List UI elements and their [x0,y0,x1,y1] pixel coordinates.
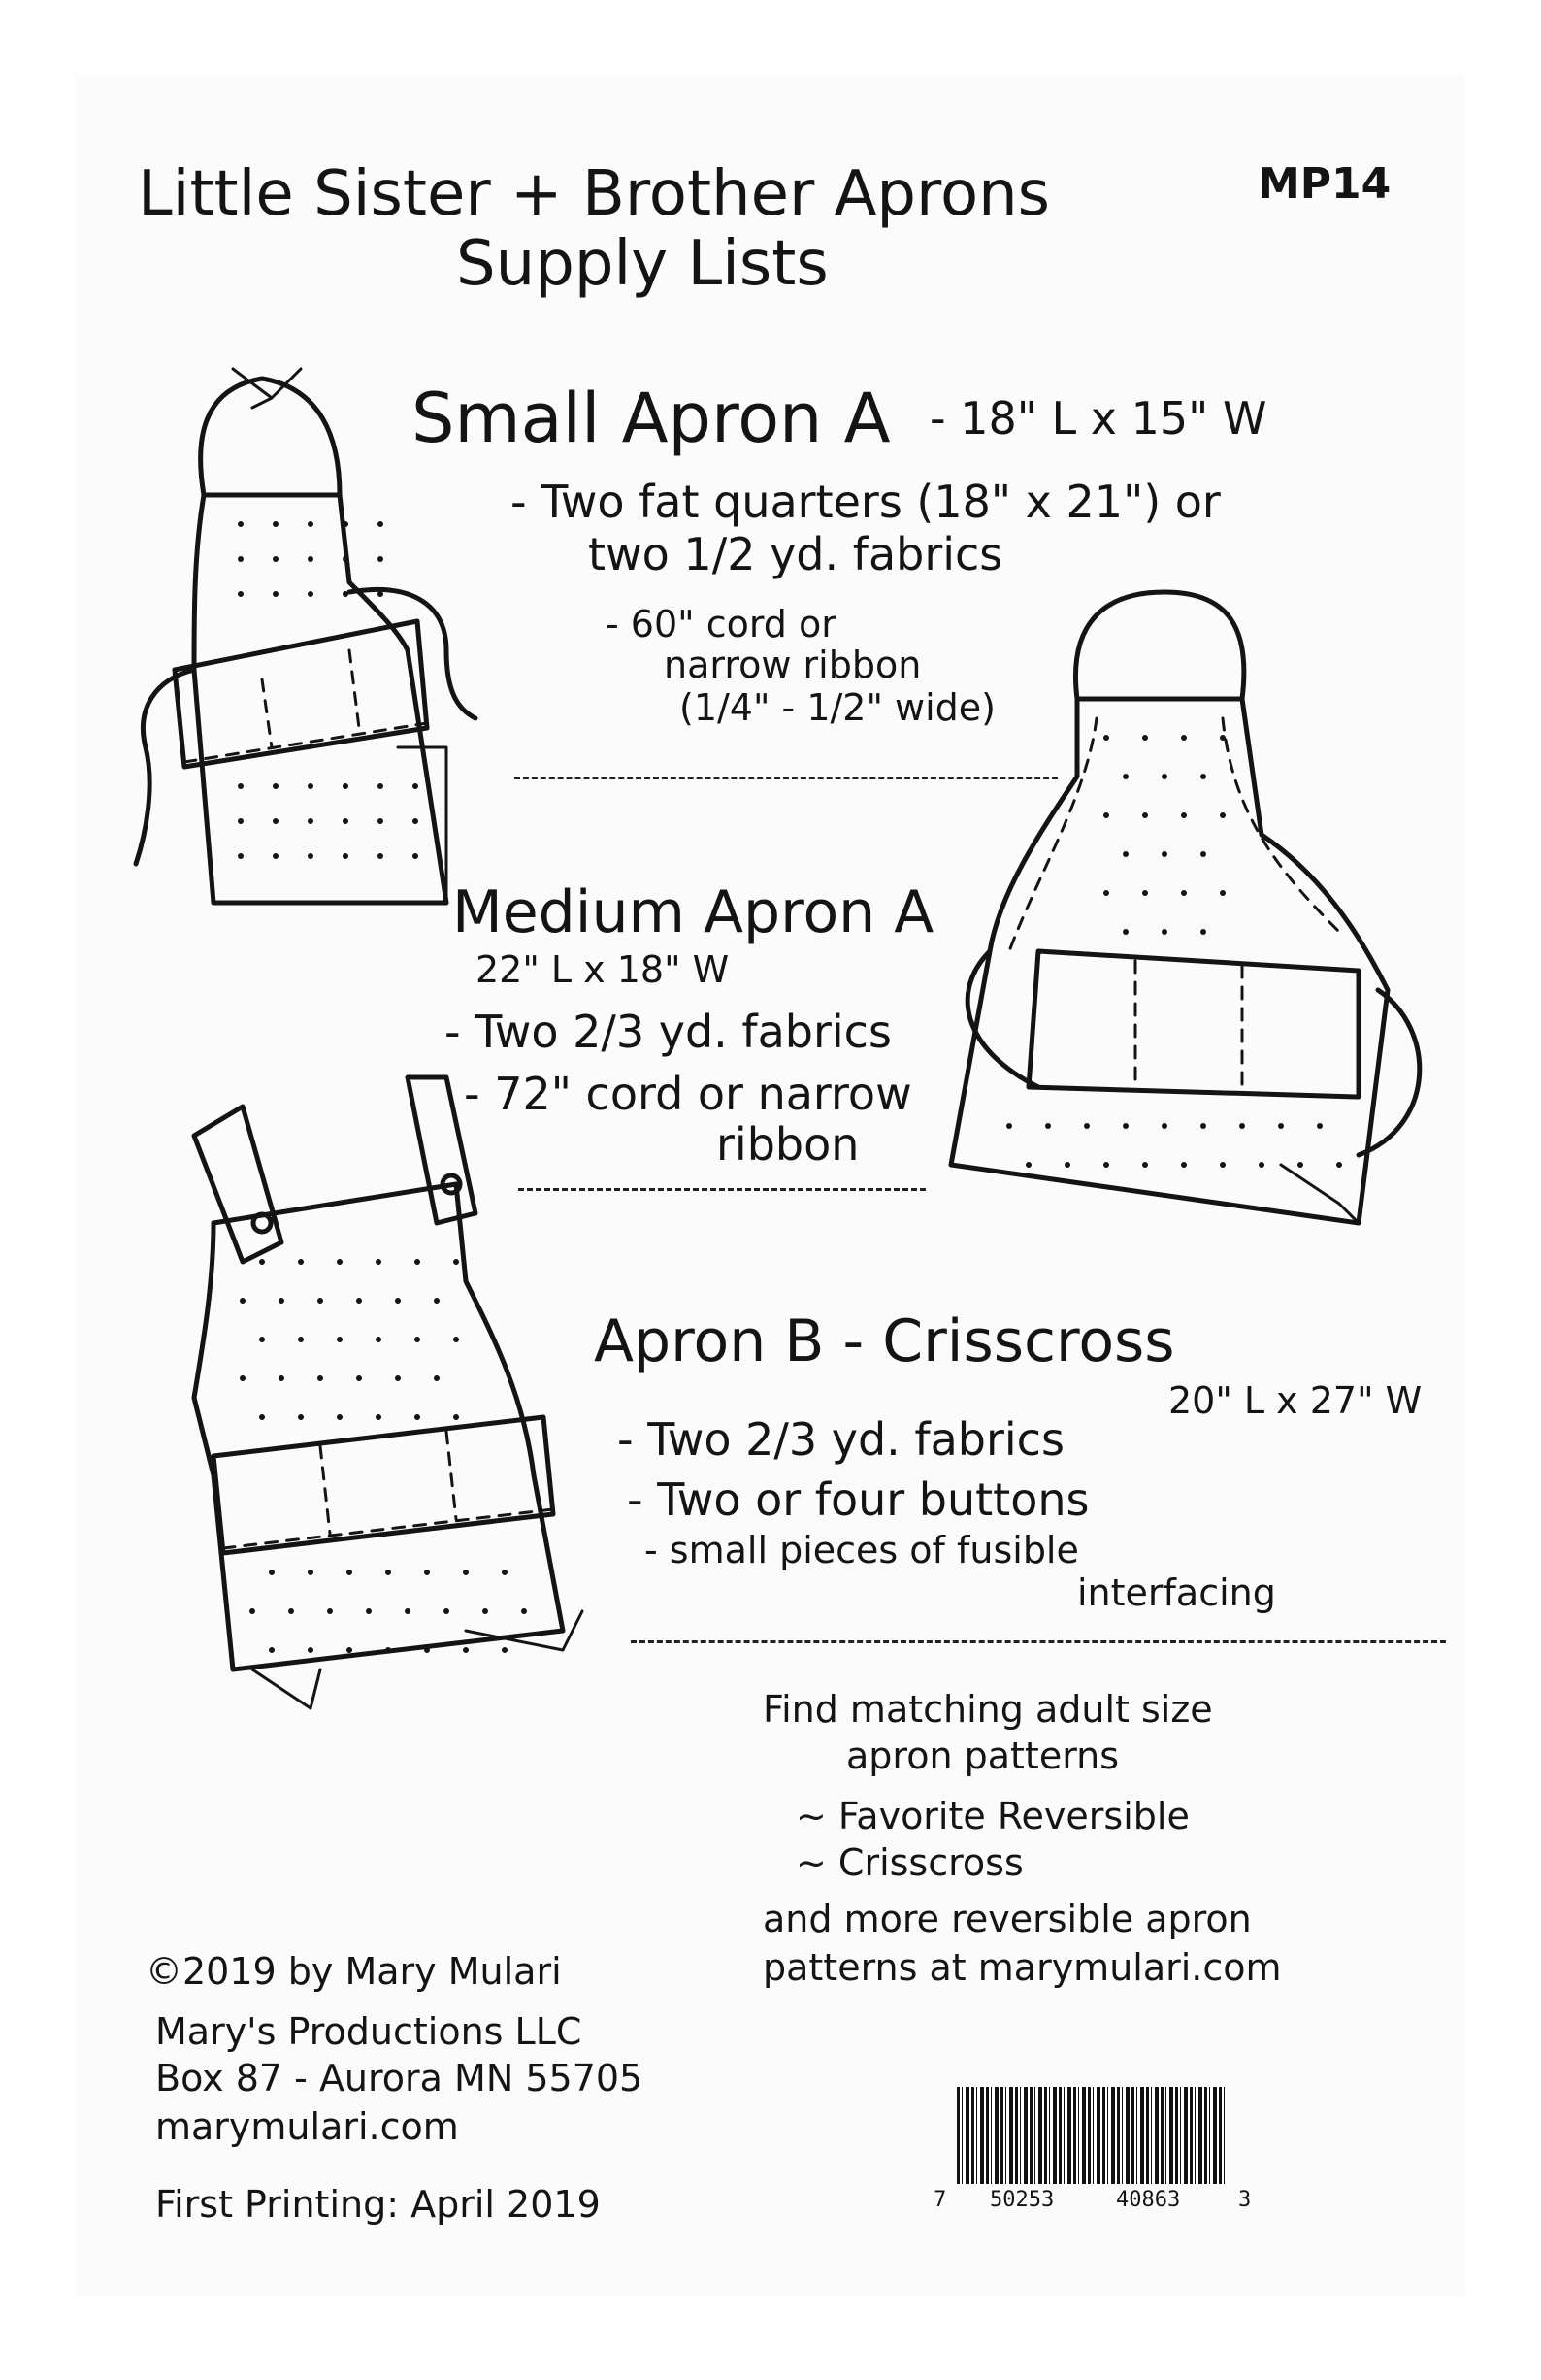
fabric-dot [269,1647,275,1653]
medium-apron-item-2: - 72" cord or narrow [464,1068,912,1120]
small-apron-illustration [136,359,582,903]
fabric-dot [249,1608,255,1614]
fabric-dot [377,853,383,859]
fabric-dot [1200,851,1206,857]
promo-item-2: ~ Crisscross [796,1841,1024,1884]
fabric-dot [298,1414,304,1420]
fabric-dot [337,1414,343,1420]
small-apron-item-5: (1/4" - 1/2" wide) [679,686,997,729]
first-printing: First Printing: April 2019 [155,2183,601,2226]
fabric-dot [343,783,348,789]
promo-line-4: patterns at marymulari.com [763,1946,1282,1989]
medium-apron-seam-left [1009,718,1097,951]
crisscross-pocket [213,1417,553,1553]
fabric-dot [308,556,313,562]
fabric-dot [298,1337,304,1342]
fabric-dot [1006,1123,1012,1129]
fabric-dot [1123,774,1129,779]
fabric-dot [434,1375,440,1381]
fabric-dot [1103,890,1109,896]
apron-b-item-2: - Two or four buttons [627,1473,1090,1526]
crisscross-pocket-stitch [223,1509,553,1548]
company-name: Mary's Productions LLC [155,2010,582,2053]
medium-apron-item-3: ribbon [716,1118,860,1171]
fabric-dot [1123,851,1129,857]
fabric-dot [443,1608,449,1614]
fabric-dot [343,853,348,859]
crisscross-pocket-dividers [320,1432,456,1534]
fabric-dot [1278,1123,1284,1129]
fabric-dot [308,783,313,789]
fabric-dot [1181,735,1187,741]
apron-b-heading: Apron B - Crisscross [594,1307,1175,1375]
fabric-dot [308,1570,313,1575]
title-line-1: Little Sister + Brother Aprons [138,158,1050,230]
fabric-dot [453,1414,459,1420]
fabric-dot [1181,1162,1187,1168]
fabric-dot [414,1337,420,1342]
fabric-dot [308,853,313,859]
fabric-dot [377,783,383,789]
fabric-dot [1103,812,1109,818]
fabric-dot [1200,774,1206,779]
medium-apron-neck-strap [1075,592,1243,699]
fabric-dot [502,1570,508,1575]
fabric-dot [1220,735,1226,741]
fabric-dot [412,818,418,824]
fabric-dot [395,1375,401,1381]
apron-b-size: 20" L x 27" W [1168,1379,1423,1422]
fabric-dot [1259,1162,1264,1168]
fabric-dot [482,1608,488,1614]
fabric-dot [259,1337,265,1342]
fabric-dot [259,1414,265,1420]
fabric-dot [238,818,244,824]
fabric-dot [1317,1123,1323,1129]
fabric-dot [1181,890,1187,896]
promo-line-3: and more reversible apron [763,1898,1252,1940]
fabric-dot [273,818,279,824]
fabric-dot [1162,929,1167,935]
small-apron-heading: Small Apron A [411,379,891,458]
fabric-dot [1065,1162,1070,1168]
apron-b-item-3: - small pieces of fusible [644,1529,1079,1571]
pattern-code: MP14 [1258,159,1392,209]
fabric-dot [376,1337,381,1342]
fabric-dot [337,1337,343,1342]
fabric-dot [308,1647,313,1653]
fabric-dot [453,1337,459,1342]
fabric-dot [343,818,348,824]
fabric-dot [317,1298,323,1304]
fabric-dot [1220,812,1226,818]
fabric-dot [240,1298,246,1304]
small-apron-item-4: narrow ribbon [664,644,922,686]
apron-b-item-1: - Two 2/3 yd. fabrics [617,1413,1065,1466]
small-apron-pocket-dividers [262,650,359,747]
fabric-dot [1336,1162,1342,1168]
fabric-dot [1220,1162,1226,1168]
promo-line-1: Find matching adult size [763,1688,1213,1731]
fabric-dot [238,853,244,859]
fabric-dot [288,1608,294,1614]
fabric-dot [1142,735,1148,741]
fabric-dot [521,1608,527,1614]
small-apron-item-1: - Two fat quarters (18" x 21") or [510,476,1221,528]
fabric-dot [385,1570,391,1575]
medium-apron-pocket [1029,951,1359,1097]
barcode-icon [934,2087,1252,2212]
barcode-group-1: 50253 [990,2188,1055,2212]
fabric-dot [327,1608,333,1614]
fabric-dot [346,1647,352,1653]
medium-apron-pocket-dividers [1135,961,1242,1092]
crisscross-apron-illustration [175,1068,640,1747]
fabric-dot [1162,1123,1167,1129]
medium-apron-illustration [932,582,1475,1242]
fabric-dot [1239,1123,1245,1129]
fabric-dot [377,521,383,527]
fabric-dot [273,591,279,597]
fabric-dot [1181,812,1187,818]
fabric-dot [412,853,418,859]
fabric-dot [405,1608,410,1614]
fabric-dot [273,783,279,789]
fabric-dot [273,521,279,527]
fabric-dot [317,1375,323,1381]
small-apron-item-3: - 60" cord or [606,603,836,645]
fabric-dot [1026,1162,1032,1168]
fabric-dot [273,556,279,562]
fabric-dot [1084,1123,1090,1129]
fabric-dot [1103,1162,1109,1168]
fabric-dot [346,1570,352,1575]
fabric-dot [1297,1162,1303,1168]
barcode-digit-last: 3 [1238,2188,1252,2212]
divider-3 [631,1640,1446,1643]
barcode-group-2: 40863 [1116,2188,1181,2212]
fabric-dot [269,1570,275,1575]
fabric-dot [434,1298,440,1304]
promo-item-1: ~ Favorite Reversible [796,1795,1190,1837]
fabric-dot [356,1298,362,1304]
fabric-dot [308,521,313,527]
fabric-dot [308,818,313,824]
crisscross-strap-right [408,1077,475,1223]
fabric-dot [1142,890,1148,896]
fabric-dot [356,1375,362,1381]
apron-b-item-4: interfacing [1077,1571,1276,1614]
fabric-dot [453,1259,459,1265]
fabric-dot [238,783,244,789]
fabric-dot [298,1259,304,1265]
fabric-dot [412,783,418,789]
fabric-dot [308,591,313,597]
fabric-dot [1045,1123,1051,1129]
fabric-dot [259,1259,265,1265]
fabric-dot [463,1570,469,1575]
fabric-dot [343,591,348,597]
fabric-dot [377,818,383,824]
small-apron-item-2: two 1/2 yd. fabrics [588,528,1003,580]
fabric-dot [1162,851,1167,857]
fabric-dot [238,591,244,597]
fabric-dot [1162,774,1167,779]
small-apron-size: - 18" L x 15" W [930,392,1267,445]
fabric-dot [238,556,244,562]
fabric-dot [385,1647,391,1653]
fabric-dot [279,1375,284,1381]
small-apron-body [194,495,446,903]
medium-apron-heading: Medium Apron A [452,878,934,946]
fabric-dot [463,1647,469,1653]
fabric-dot [279,1298,284,1304]
medium-apron-seam-right [1223,718,1339,932]
fabric-dot [1200,929,1206,935]
fabric-dot [414,1414,420,1420]
company-address: Box 87 - Aurora MN 55705 [155,2057,643,2099]
medium-apron-tie-right [1359,990,1420,1155]
fabric-dot [377,591,383,597]
fabric-dot [424,1647,430,1653]
fabric-dot [1123,1123,1129,1129]
fabric-dot [1142,812,1148,818]
fabric-dot [273,853,279,859]
fabric-dot [337,1259,343,1265]
fabric-dot [395,1298,401,1304]
fabric-dot [377,556,383,562]
copyright: ©2019 by Mary Mulari [146,1950,562,1993]
fabric-dot [366,1608,372,1614]
fabric-dot [424,1570,430,1575]
title-line-2: Supply Lists [456,228,829,300]
fabric-dot [502,1647,508,1653]
company-website: marymulari.com [155,2105,459,2148]
fabric-dot [1123,929,1129,935]
promo-line-2: apron patterns [846,1735,1120,1777]
fabric-dot [376,1259,381,1265]
fabric-dot [1103,735,1109,741]
fabric-dot [238,521,244,527]
fabric-dot [414,1259,420,1265]
small-apron-pocket-stitch [184,723,427,762]
fabric-dot [240,1375,246,1381]
fabric-dot [1220,890,1226,896]
small-apron-fold [398,747,446,903]
barcode-bars [957,2087,1227,2184]
medium-apron-size: 22" L x 18" W [475,948,730,991]
crisscross-strap-left [194,1107,281,1262]
small-apron-pocket [175,621,427,767]
fabric-dot [1200,1123,1206,1129]
fabric-dot [1142,1162,1148,1168]
small-apron-tie-right [349,590,475,719]
fabric-dot [343,521,348,527]
medium-apron-item-1: - Two 2/3 yd. fabrics [444,1006,892,1058]
fabric-dot [376,1414,381,1420]
barcode-digit-first: 7 [934,2188,947,2212]
fabric-dot [343,556,348,562]
